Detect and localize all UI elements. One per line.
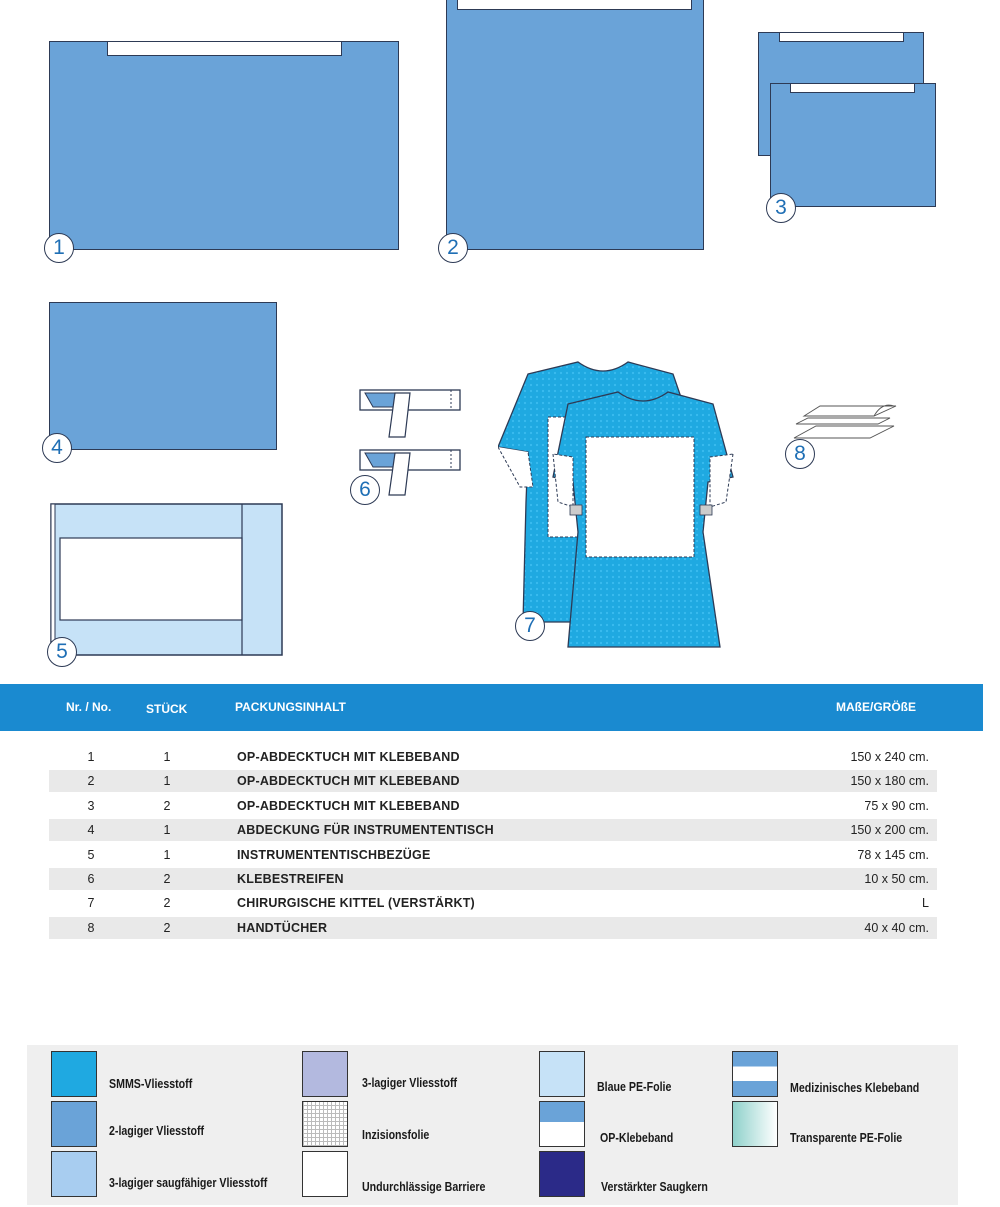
swatch-blue-pe-film	[539, 1051, 585, 1097]
cell-masse: 150 x 240 cm.	[850, 750, 929, 764]
header-inhalt: PACKUNGSINHALT	[235, 700, 346, 714]
cell-nr: 1	[87, 750, 95, 764]
swatch-2-layer	[51, 1101, 97, 1147]
cell-inhalt: ABDECKUNG FÜR INSTRUMENTENTISCH	[237, 823, 494, 837]
material-legend	[27, 1045, 958, 1205]
table-row	[49, 917, 937, 939]
item-number-5: 5	[47, 637, 77, 667]
swatch-incise-film	[302, 1101, 348, 1147]
legend-label: 2-lagiger Vliesstoff	[109, 1124, 205, 1138]
adhesive-strip-1	[107, 41, 342, 56]
drape-1	[49, 41, 399, 250]
cell-stueck: 1	[163, 848, 171, 862]
legend-label: Undurchlässige Barriere	[362, 1180, 486, 1194]
table-row	[49, 746, 937, 768]
item-number-3: 3	[766, 193, 796, 223]
table-row	[49, 770, 937, 792]
item-number-2: 2	[438, 233, 468, 263]
cell-inhalt: OP-ABDECKTUCH MIT KLEBEBAND	[237, 750, 460, 764]
cell-inhalt: CHIRURGISCHE KITTEL (VERSTÄRKT)	[237, 896, 475, 910]
swatch-3-layer	[302, 1051, 348, 1097]
cell-stueck: 1	[163, 823, 171, 837]
cell-inhalt: OP-ABDECKTUCH MIT KLEBEBAND	[237, 774, 460, 788]
legend-label: 3-lagiger saugfähiger Vliesstoff	[109, 1176, 268, 1190]
cell-nr: 2	[87, 774, 95, 788]
cell-inhalt: KLEBESTREIFEN	[237, 872, 344, 886]
cell-masse: 78 x 145 cm.	[857, 848, 929, 862]
cell-stueck: 2	[163, 896, 171, 910]
swatch-reinforced-core	[539, 1151, 585, 1197]
legend-label: SMMS-Vliesstoff	[109, 1077, 193, 1091]
legend-label: 3-lagiger Vliesstoff	[362, 1076, 458, 1090]
header-nr: Nr. / No.	[66, 700, 112, 714]
drape-3-front	[770, 83, 936, 207]
cell-inhalt: HANDTÜCHER	[237, 921, 328, 935]
cell-inhalt: OP-ABDECKTUCH MIT KLEBEBAND	[237, 799, 460, 813]
table-header	[0, 684, 983, 731]
legend-label: Verstärkter Saugkern	[601, 1180, 708, 1194]
header-stueck: STÜCK	[146, 702, 188, 716]
surgical-gowns-7	[498, 352, 748, 652]
cell-masse: 150 x 180 cm.	[850, 774, 929, 788]
legend-label: Medizinisches Klebeband	[790, 1081, 920, 1095]
swatch-medical-tape	[732, 1051, 778, 1097]
cell-nr: 8	[87, 921, 95, 935]
drape-2	[446, 0, 704, 250]
adhesive-strip-2	[457, 0, 692, 10]
cell-stueck: 1	[163, 750, 171, 764]
table-row	[49, 844, 937, 866]
legend-label: Transparente PE-Folie	[790, 1131, 903, 1145]
cell-nr: 4	[87, 823, 95, 837]
cell-nr: 3	[87, 799, 95, 813]
item-number-7: 7	[515, 611, 545, 641]
cell-stueck: 1	[163, 774, 171, 788]
cell-masse: 75 x 90 cm.	[864, 799, 929, 813]
adhesive-strip-3-front	[790, 83, 915, 93]
cell-masse: L	[922, 896, 929, 910]
cell-masse: 10 x 50 cm.	[864, 872, 929, 886]
cell-stueck: 2	[163, 921, 171, 935]
header-masse: MAßE/GRÖßE	[836, 700, 916, 714]
swatch-impermeable-barrier	[302, 1151, 348, 1197]
cell-masse: 40 x 40 cm.	[864, 921, 929, 935]
table-row	[49, 819, 937, 841]
legend-label: Inzisionsfolie	[362, 1128, 430, 1142]
swatch-3-layer-absorbent	[51, 1151, 97, 1197]
cell-inhalt: INSTRUMENTENTISCHBEZÜGE	[237, 848, 431, 862]
item-number-4: 4	[42, 433, 72, 463]
cell-stueck: 2	[163, 872, 171, 886]
legend-label: Blaue PE-Folie	[597, 1080, 672, 1094]
mayo-stand-cover-5	[50, 503, 284, 657]
table-cover-4	[49, 302, 277, 450]
item-number-6: 6	[350, 475, 380, 505]
cell-nr: 6	[87, 872, 95, 886]
cell-nr: 7	[87, 896, 95, 910]
cell-stueck: 2	[163, 799, 171, 813]
cell-masse: 150 x 200 cm.	[850, 823, 929, 837]
cell-nr: 5	[87, 848, 95, 862]
legend-label: OP-Klebeband	[600, 1131, 674, 1145]
item-number-1: 1	[44, 233, 74, 263]
adhesive-strip-3-back	[779, 32, 904, 42]
swatch-transparent-pe-film	[732, 1101, 778, 1147]
table-row	[49, 892, 937, 914]
swatch-smms	[51, 1051, 97, 1097]
table-row	[49, 868, 937, 890]
table-row	[49, 795, 937, 817]
swatch-or-tape	[539, 1101, 585, 1147]
item-number-8: 8	[785, 439, 815, 469]
